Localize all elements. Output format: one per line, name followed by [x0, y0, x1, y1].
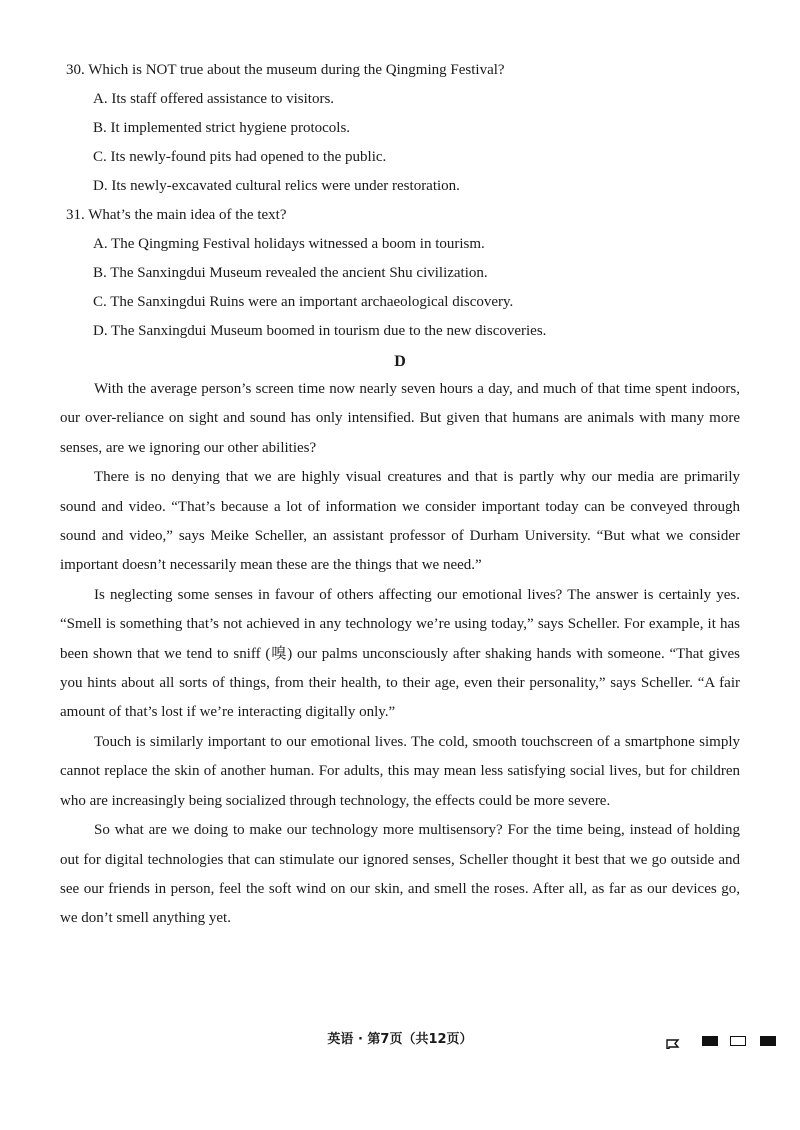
- passage-paragraph: So what are we doing to make our technology more multisensory? For the time being, instead of holding out for digital technologies that can stimulate our ignored senses, Scheller thought it best that we go outside and see our friends in person, feel the soft wind on our skin, and smell the roses. After all, as far as our devices go, we don’t smell anything yet.: [60, 822, 740, 927]
- filled-block-mark-icon: [760, 1036, 776, 1046]
- passage-paragraph: Touch is similarly important to our emotional lives. The cold, smooth touchscreen of a smartphone simply cannot replace the skin of another human. For adults, this may mean less satisfying social lives, but for children who are increasingly being socialized through technology, the effects could be more severe.: [60, 733, 740, 809]
- filled-block-mark-icon: [702, 1036, 718, 1046]
- question-30-option-b: B. It implemented strict hygiene protocols.: [93, 120, 351, 136]
- page-footer: 英语 · 第7页（共12页）: [327, 1032, 473, 1047]
- passage-paragraph: There is no denying that we are highly visual creatures and that is partly why our media are primarily sound and video. “That’s because a lot of information we consider important today can be conveyed through sound and video,” says Meike Scheller, an assistant professor of Durham University. “But what we consider important doesn’t necessarily mean these are the things that we need.”: [60, 469, 740, 574]
- question-30-stem: 30. Which is NOT true about the museum during the Qingming Festival?: [66, 62, 505, 78]
- question-30-option-d: D. Its newly-excavated cultural relics were under restoration.: [93, 178, 460, 194]
- hollow-block-mark-icon: [730, 1036, 746, 1046]
- flag-mark-icon: [666, 1036, 680, 1046]
- question-31-option-b: B. The Sanxingdui Museum revealed the ancient Shu civilization.: [93, 265, 488, 281]
- question-31-option-c: C. The Sanxingdui Ruins were an important archaeological discovery.: [93, 294, 514, 310]
- section-title: D: [394, 353, 406, 370]
- question-31-option-a: A. The Qingming Festival holidays witnessed a boom in tourism.: [93, 236, 485, 252]
- reading-passage: [60, 375, 740, 934]
- passage-paragraph: With the average person’s screen time now nearly seven hours a day, and much of that time spent indoors, our over-reliance on sight and sound has only intensified. But given that humans are animals with many more senses, are we ignoring our other abilities?: [60, 381, 740, 456]
- question-30-option-a: A. Its staff offered assistance to visitors.: [93, 91, 335, 107]
- question-30-option-c: C. Its newly-found pits had opened to the public.: [93, 149, 387, 165]
- question-31-stem: 31. What’s the main idea of the text?: [66, 207, 287, 223]
- scan-marks: [666, 1034, 776, 1048]
- passage-paragraph: Is neglecting some senses in favour of others affecting our emotional lives? The answer is certainly yes. “Smell is something that’s not achieved in any technology we’re using today,” says Scheller. For example, it has been shown that we tend to sniff (嗅) our palms unconsciously after shaking hands with someone. “That gives you hints about all sorts of things, from their health, to their age, even their personality,” says Scheller. “A fair amount of that’s lost if we’re interacting digitally only.”: [60, 586, 740, 721]
- question-31-option-d: D. The Sanxingdui Museum boomed in tourism due to the new discoveries.: [93, 323, 547, 339]
